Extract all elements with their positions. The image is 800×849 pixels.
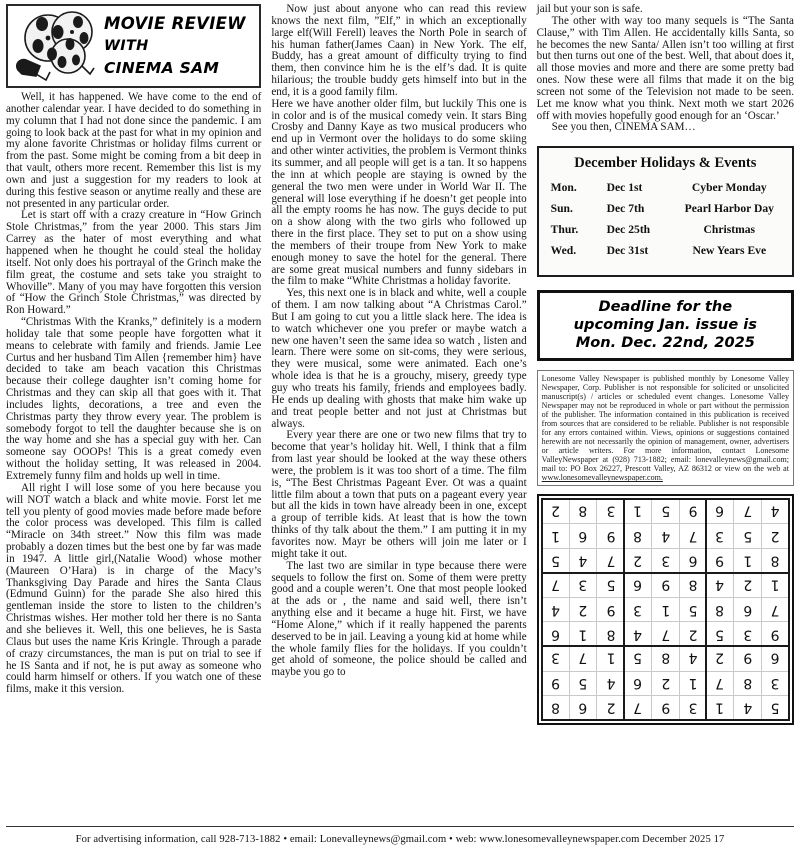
deadline-notice-box xyxy=(537,290,794,361)
paragraph: “Christmas With the Kranks,” definitely is a modern holiday tale that some people have forgotten what it means to celebrate with family and friends. Jamie Lee Curtus and her husband Tim Allen {remember him} have decided to take am beach vacation this Christmas because their college daughter isn’t coming home for Christmas and they can skip all that goes with it. That includes lights, decorations, a tree and even the Christmas party they throw every year. The problem is somebody forgot to tell the daughter because she is on the way home and she has a special guy with her. Can someone say OOOPs! This is a great comedy even without the holiday setting, It was released in 2004. Extremely funny film and holds up well in time. xyxy=(6,316,262,482)
sudoku-cell: 3 xyxy=(706,524,733,548)
sudoku-cell: 5 xyxy=(761,695,789,720)
footer-divider xyxy=(6,826,794,827)
article-column-two-text xyxy=(271,4,526,679)
sudoku-cell: 9 xyxy=(542,671,569,695)
sudoku-cell: 8 xyxy=(706,598,733,622)
sudoku-cell: 8 xyxy=(734,671,761,695)
sudoku-cell: 4 xyxy=(679,646,706,671)
sudoku-cell: 6 xyxy=(679,548,706,573)
sudoku-cell: 6 xyxy=(569,524,596,548)
holiday-row xyxy=(547,202,784,215)
paragraph: Let is start off with a crazy creature in “How Grinch Stole Christmas,” from the year 2000. This stars Jim Carrey as the hater of most everything and what happened when he thought he could steal the holiday itself. Not only does his portrayal of the Grinch make the film great, the costume and sets take you straight to Whoville”. Many of you may have forgotten this version of “How the Grinch Stole Christmas,” was directed by Ron Howard.” xyxy=(6,209,262,317)
sudoku-cell: 5 xyxy=(679,598,706,622)
sudoku-cell: 4 xyxy=(652,524,679,548)
holiday-row xyxy=(547,181,784,194)
deadline-line-1: Deadline for the xyxy=(598,298,733,316)
sudoku-cell: 4 xyxy=(569,548,596,573)
sudoku-cell: 1 xyxy=(679,671,706,695)
movie-review-masthead xyxy=(6,4,261,88)
sudoku-cell: 7 xyxy=(734,499,761,524)
sudoku-cell: 3 xyxy=(542,646,569,671)
sudoku-cell: 4 xyxy=(542,598,569,622)
sudoku-cell: 4 xyxy=(706,573,733,598)
holiday-row xyxy=(547,244,784,257)
colophon-website-link[interactable]: www.lonesomevalleynewspaper.com. xyxy=(541,473,663,483)
sudoku-cell: 3 xyxy=(597,499,624,524)
sudoku-cell: 7 xyxy=(624,695,651,720)
sudoku-cell: 1 xyxy=(569,622,596,647)
holiday-name: Christmas xyxy=(703,223,756,237)
sudoku-row xyxy=(542,646,789,671)
sudoku-solution-grid xyxy=(537,494,794,725)
sudoku-cell: 8 xyxy=(542,695,569,720)
sudoku-cell: 9 xyxy=(761,622,789,647)
colophon-body: Lonesome Valley Newspaper is published monthly by Lonesome Valley Newspaper, Corp. Publisher is not responsible for solicited or unsolicited manuscript(s) / articles or scheduled event changes. Lonesome Valley Newspaper may not be reproduced in whole or part without the permission of the publisher. The information contained in this publication is received from sources that are considered to be reliable. Publisher is not responsible for any errors contained within. Views, opinions or suggestions contained herewith are not necessarily the opinion of management, owner, advertisers or article writers. For more information, contact Lonesome ValleyNewspaper at (928) 713-1882; email: lonevalleynews@gmail.com; mail to: PO Box 26227, Prescott Valley, AZ 86312 or view on the web at xyxy=(541,374,789,474)
sudoku-row xyxy=(542,695,789,720)
sudoku-cell: 8 xyxy=(652,646,679,671)
sudoku-cell: 5 xyxy=(597,573,624,598)
sudoku-row xyxy=(542,499,789,524)
sudoku-cell: 9 xyxy=(652,573,679,598)
sudoku-row xyxy=(542,598,789,622)
sudoku-cell: 7 xyxy=(706,671,733,695)
deadline-line-3: Mon. Dec. 22nd, 2025 xyxy=(575,334,755,352)
sudoku-cell: 3 xyxy=(679,695,706,720)
holiday-weekday: Thur. xyxy=(550,223,579,237)
film-reels-icon xyxy=(10,8,102,84)
sudoku-row xyxy=(542,622,789,647)
paragraph: All right I will lose some of you here because you will NOT watch a black and white movie. Forst let me tell you plenty of good movies made before made before the color process was developed. This film is called “Miracle on 34th street.” Now this film was made probably a dozen times but the best one by far was made in 1947. A little girl,(Natalie Wood) whose mother (Maureen O’Hara) is in charge of the Macy’s Thanksgiving Day Parade and hires the Santa Claus (Edmund Guinn) for the parade She also hired this gentleman inside the store to listen to the children’s Christmas wishes. Her mother told her there is no Santa and she believes it. Well, this one believes, he is Sasta Claus but uses the name Kris Kringle. Through a parade of crazy circumstances, the man is put on trial to see if he IS Santa and if not, he is put away as someone who could harm himself or others. If you watch one of these films, make it this version. xyxy=(6,481,262,696)
holiday-name: New Years Eve xyxy=(692,244,767,258)
sudoku-cell: 5 xyxy=(569,671,596,695)
sudoku-cell: 6 xyxy=(624,671,651,695)
sudoku-row xyxy=(542,573,789,598)
sudoku-cell: 2 xyxy=(624,548,651,573)
sudoku-cell: 8 xyxy=(597,622,624,647)
paragraph: See you then, CINEMA SAM… xyxy=(551,121,696,134)
masthead-wordmark xyxy=(102,13,255,79)
sudoku-cell: 4 xyxy=(597,671,624,695)
sudoku-cell: 6 xyxy=(569,695,596,720)
sudoku-cell: 5 xyxy=(652,499,679,524)
paragraph: Yes, this next one is in black and white, well a couple of them. I am now talking about “A Christmas Carol.” But I am going to cut you a little slack here. The idea is to watch whichever one you prefer or maybe watch a new one haven’t seen the same idea so watch , listen and learn. There were some on sit-coms, they were serious, they were musical, some were animated. Each one’s whole idea is that he is a grouchy, misery, greedy type guy who treats his family, friends and employees badly. He ends up dealing with ghosts that make him wake up and treat people better and not just at Christmas but always. xyxy=(271,287,527,430)
sudoku-cell: 8 xyxy=(761,548,789,573)
december-holidays-box xyxy=(537,146,794,277)
article-column-one-text xyxy=(6,92,261,696)
sudoku-cell: 7 xyxy=(652,622,679,647)
masthead-line-3: CINEMA SAM xyxy=(104,59,220,77)
sudoku-cell: 9 xyxy=(597,524,624,548)
sudoku-cell: 1 xyxy=(652,598,679,622)
sudoku-cell: 4 xyxy=(734,695,761,720)
sudoku-cell: 7 xyxy=(597,548,624,573)
holiday-date: Dec 25th xyxy=(606,223,651,237)
sudoku-cell: 9 xyxy=(652,695,679,720)
holidays-box-title: December Holidays & Events xyxy=(574,155,757,172)
sudoku-cell: 7 xyxy=(542,573,569,598)
sudoku-cell: 5 xyxy=(624,646,651,671)
paragraph: Now just about anyone who can read this review knows the next film, ”Elf,” in which an exceptionally large elf(Will Ferell) leaves the North Pole in search of his human father(James Caan) in New York. The elf, Buddy, has a great amount of difficulty trying to find them, then convince him he is the elf’s dad. It is quite hilarious; the trouble buddy gets himself into but in the end, it is a good family film. xyxy=(271,3,527,98)
holiday-weekday: Sun. xyxy=(550,202,573,216)
column-three xyxy=(537,4,794,819)
column-two xyxy=(271,4,526,819)
publisher-colophon xyxy=(537,370,794,486)
sudoku-cell: 7 xyxy=(679,524,706,548)
sudoku-body xyxy=(542,499,789,720)
sudoku-cell: 1 xyxy=(761,573,789,598)
paragraph: Well, it has happened. We have come to the end of another calendar year. I have decided to do something in my column that I had not done since the pandemic. I am going to look back at the past for what in my opinion and my alone favorite Christmas or holiday films current or from the past. Some might be coming from a bit deep in that vault, others more recent. Remember this list is my own and just a suggestion for my readers to look at during this festive season or anytime really and these are not presented in any particular order. xyxy=(6,91,262,210)
sudoku-cell: 8 xyxy=(679,573,706,598)
sudoku-cell: 2 xyxy=(761,524,789,548)
sudoku-row xyxy=(542,671,789,695)
masthead-line-1: MOVIE REVIEW xyxy=(104,14,246,33)
sudoku-cell: 3 xyxy=(569,573,596,598)
sudoku-cell: 3 xyxy=(761,671,789,695)
holiday-date: Dec 7th xyxy=(606,202,645,216)
sudoku-cell: 4 xyxy=(761,499,789,524)
deadline-line-2: upcoming Jan. issue is xyxy=(573,316,757,334)
sudoku-cell: 1 xyxy=(597,646,624,671)
sudoku-cell: 2 xyxy=(569,598,596,622)
sudoku-cell: 5 xyxy=(542,548,569,573)
sudoku-cell: 1 xyxy=(624,499,651,524)
sudoku-cell: 9 xyxy=(679,499,706,524)
three-column-layout xyxy=(6,4,794,819)
sudoku-cell: 7 xyxy=(761,598,789,622)
sudoku-cell: 4 xyxy=(624,622,651,647)
holiday-weekday: Wed. xyxy=(550,244,577,258)
sudoku-cell: 9 xyxy=(706,548,733,573)
sudoku-cell: 8 xyxy=(569,499,596,524)
sudoku-row xyxy=(542,524,789,548)
paragraph: jail but your son is safe. xyxy=(536,3,643,15)
sudoku-cell: 3 xyxy=(652,548,679,573)
article-column-three-text xyxy=(537,4,794,134)
sudoku-cell: 2 xyxy=(542,499,569,524)
sudoku-cell: 2 xyxy=(652,671,679,695)
sudoku-cell: 1 xyxy=(542,524,569,548)
sudoku-cell: 2 xyxy=(706,646,733,671)
sudoku-cell: 6 xyxy=(542,622,569,647)
colophon-text xyxy=(542,374,789,482)
sudoku-cell: 1 xyxy=(734,548,761,573)
column-one xyxy=(6,4,261,819)
sudoku-cell: 3 xyxy=(734,622,761,647)
sudoku-cell: 6 xyxy=(734,598,761,622)
sudoku-cell: 2 xyxy=(734,573,761,598)
sudoku-cell: 9 xyxy=(597,598,624,622)
holiday-date: Dec 31st xyxy=(606,244,649,258)
holiday-name: Pearl Harbor Day xyxy=(684,202,774,216)
sudoku-cell: 5 xyxy=(734,524,761,548)
sudoku-cell: 6 xyxy=(761,646,789,671)
holiday-weekday: Mon. xyxy=(550,181,577,195)
sudoku-row xyxy=(542,548,789,573)
masthead-line-2: WITH xyxy=(104,38,149,54)
sudoku-cell: 2 xyxy=(679,622,706,647)
sudoku-cell: 7 xyxy=(569,646,596,671)
sudoku-cell: 5 xyxy=(706,622,733,647)
page-footer: For advertising information, call 928-713-1882 • email: Lonevalleynews@gmail.com • web: www.lonesomevalleynewspaper.com December 2025 17 xyxy=(75,834,725,845)
holiday-name: Cyber Monday xyxy=(691,181,767,195)
holiday-date: Dec 1st xyxy=(606,181,643,195)
sudoku-cell: 8 xyxy=(624,524,651,548)
paragraph: The last two are similar in type because there were sequels to follow the first on. Some of them were pretty good and a couple weren’t. One that most people looked at the ads or , the name and said well, there isn’t anything else and it became a huge hit. First, we have “Home Alone,” which if it really happened the parents deserved to be in jail. Leaving a young kid at home while the whole family flies for the holidays. If you couldn’t get ahold of someone, the police should be called and maybe you go to xyxy=(271,559,527,679)
sudoku-table xyxy=(541,498,790,721)
paragraph: Every year there are one or two new films that try to become that year’s holiday hit. Well, I think that a film from last year should be looked at the way these others were, the problem is it was too short of a time. The film is, “The Best Christmas Pageant Ever. Ot was a quaint little film about a town that puts on a pageant every year but all the kids in town have already been in one, except a group of terrible kids. At least that is how the town thinks of thy talk about the them.” I am putting it in my favorites now. Mayr be others will join me later or I might take it out. xyxy=(271,429,527,560)
sudoku-cell: 6 xyxy=(706,499,733,524)
sudoku-cell: 9 xyxy=(734,646,761,671)
sudoku-cell: 1 xyxy=(706,695,733,720)
sudoku-cell: 3 xyxy=(624,598,651,622)
sudoku-cell: 6 xyxy=(624,573,651,598)
holiday-row xyxy=(547,223,784,236)
paragraph: The other with way too many sequels is “The Santa Clause,” with Tim Allen. He accidentally kills Santa, so he becomes the new Santa/ Allen isn’t too willing at first but then turns out one of the best. Well, that about does it, all those movies and more and there are some pretty bad ones. Now these were all films that made it on the big screen not some of the Television not made to be seen. Let me know what you think. Next moth we start 2026 off with movies hopefully good enough for an ‘Oscar.’ xyxy=(536,14,794,122)
sudoku-cell: 2 xyxy=(597,695,624,720)
paragraph: Here we have another older film, but luckily This one is in color and is of the musical comedy vein. It stars Bing Crosby and Danny Kaye as two musical producers who end up in Vermont over the holidays to do some skiing and other winter activities, the problem is Vermont thinks its summer, and all people will get is a tan. It so happens the inn at which people are staying is owned by the general the two men were under in World War II. The general will lose everything if he doesn’t get people into all the empty rooms he has now. The guys decide to put on a show along with the two girls who followed up there in the first place. They set to put on a show using the members of their troupe from New York to make enough money to save the hotel for the general. There are some great musical numbers and funny sidebars in the film to make “White Christmas a holiday favorite. xyxy=(271,97,527,288)
